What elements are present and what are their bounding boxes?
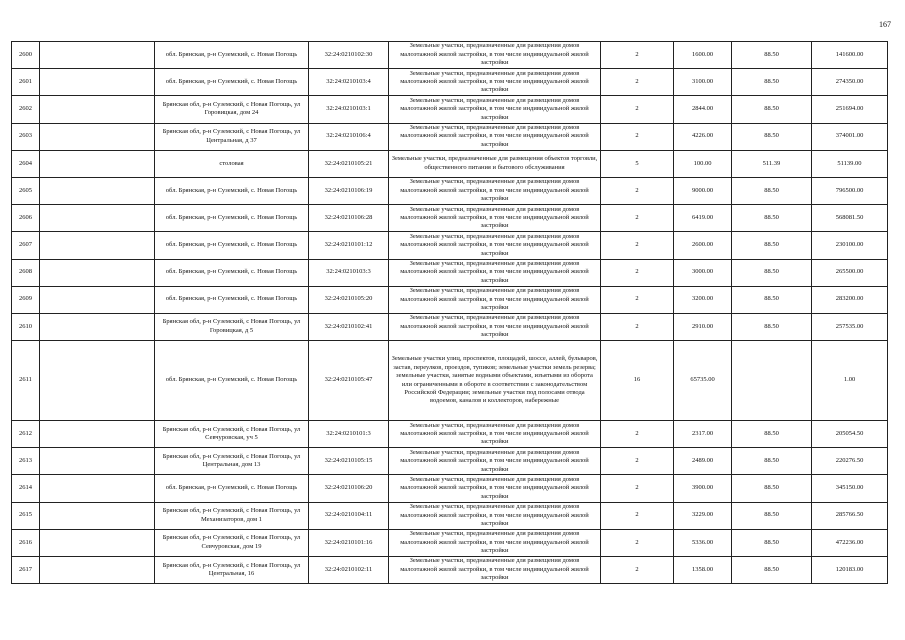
cadastral-number-cell: 32:24:0210106:19	[309, 177, 389, 204]
table-row	[12, 529, 888, 556]
cadastral-number-cell: 32:24:0210102:11	[309, 557, 389, 584]
blank-cell	[40, 502, 155, 529]
land-use-purpose-cell: Земельные участки, предназначенные для размещения домов малоэтажной жилой застройки, в том числе индивидуальной жилой застройки	[389, 557, 601, 584]
specific-value-cell: 88.50	[732, 313, 812, 340]
use-group-cell: 2	[601, 557, 674, 584]
use-group-cell: 2	[601, 96, 674, 123]
cadastral-number-cell: 32:24:0210102:41	[309, 313, 389, 340]
address-cell: обл. Брянская, р-н Суземский, с. Новая Погощь	[155, 259, 309, 286]
land-use-purpose-cell: Земельные участки, предназначенные для размещения домов малоэтажной жилой застройки, в том числе индивидуальной жилой застройки	[389, 286, 601, 313]
row-number-cell: 2612	[12, 421, 40, 448]
cadastral-number-cell: 32:24:0210101:16	[309, 529, 389, 556]
address-cell: Брянская обл, р-н Суземский, с Новая Погощь, ул Горовицкая, дом 24	[155, 96, 309, 123]
row-number-cell: 2608	[12, 259, 40, 286]
cadastral-value-cell: 141600.00	[812, 42, 888, 69]
row-number-cell: 2615	[12, 502, 40, 529]
use-group-cell: 16	[601, 341, 674, 421]
table-row	[12, 313, 888, 340]
specific-value-cell: 88.50	[732, 69, 812, 96]
specific-value-cell: 88.50	[732, 475, 812, 502]
land-use-purpose-cell: Земельные участки, предназначенные для размещения домов малоэтажной жилой застройки, в том числе индивидуальной жилой застройки	[389, 232, 601, 259]
cadastral-number-cell: 32:24:0210105:15	[309, 448, 389, 475]
specific-value-cell: 88.50	[732, 529, 812, 556]
area-cell: 3900.00	[674, 475, 732, 502]
cadastral-number-cell: 32:24:0210103:3	[309, 259, 389, 286]
row-number-cell: 2602	[12, 96, 40, 123]
specific-value-cell: 88.50	[732, 259, 812, 286]
table-row	[12, 205, 888, 232]
address-cell: Брянская обл, р-н Суземский, с Новая Погощь, ул Механизаторов, дом 1	[155, 502, 309, 529]
use-group-cell: 2	[601, 177, 674, 204]
area-cell: 5336.00	[674, 529, 732, 556]
blank-cell	[40, 42, 155, 69]
cadastral-value-cell: 265500.00	[812, 259, 888, 286]
address-cell: обл. Брянская, р-н Суземский, с. Новая Погощь	[155, 475, 309, 502]
blank-cell	[40, 205, 155, 232]
specific-value-cell: 88.50	[732, 205, 812, 232]
cadastral-value-cell: 220276.50	[812, 448, 888, 475]
cadastral-number-cell: 32:24:0210105:20	[309, 286, 389, 313]
use-group-cell: 2	[601, 205, 674, 232]
cadastral-number-cell: 32:24:0210103:4	[309, 69, 389, 96]
address-cell: Брянская обл, р-н Суземский, с Новая Погощь, ул Горовицкая, д 5	[155, 313, 309, 340]
land-use-purpose-cell: Земельные участки, предназначенные для размещения домов малоэтажной жилой застройки, в том числе индивидуальной жилой застройки	[389, 42, 601, 69]
blank-cell	[40, 448, 155, 475]
area-cell: 100.00	[674, 150, 732, 177]
land-use-purpose-cell: Земельные участки улиц, проспектов, площадей, шоссе, аллей, бульваров, застав, переулков, проездов, тупиков; земельные участки земель резерва; земельные участки, занятые водными объектами, изъятыми из оборота или ограниченными в обороте в соответствии с законодательством Российской Федерации; земельные участки под полосами отвода водоемов, каналов и коллекторов, набережные	[389, 341, 601, 421]
specific-value-cell: 88.50	[732, 42, 812, 69]
use-group-cell: 2	[601, 475, 674, 502]
use-group-cell: 2	[601, 69, 674, 96]
blank-cell	[40, 286, 155, 313]
table-row	[12, 177, 888, 204]
cadastral-value-cell: 230100.00	[812, 232, 888, 259]
land-use-purpose-cell: Земельные участки, предназначенные для размещения домов малоэтажной жилой застройки, в том числе индивидуальной жилой застройки	[389, 259, 601, 286]
blank-cell	[40, 69, 155, 96]
specific-value-cell: 88.50	[732, 123, 812, 150]
use-group-cell: 2	[601, 421, 674, 448]
specific-value-cell: 88.50	[732, 557, 812, 584]
land-use-purpose-cell: Земельные участки, предназначенные для размещения домов малоэтажной жилой застройки, в том числе индивидуальной жилой застройки	[389, 205, 601, 232]
address-cell: обл. Брянская, р-н Суземский, с. Новая Погощь	[155, 69, 309, 96]
address-cell: Брянская обл, р-н Суземский, с Новая Погощь, ул Севчуровская, уч 5	[155, 421, 309, 448]
cadastral-number-cell: 32:24:0210101:3	[309, 421, 389, 448]
table-body	[12, 42, 888, 584]
row-number-cell: 2604	[12, 150, 40, 177]
use-group-cell: 2	[601, 286, 674, 313]
address-cell: обл. Брянская, р-н Суземский, с. Новая Погощь	[155, 232, 309, 259]
cadastral-number-cell: 32:24:0210104:11	[309, 502, 389, 529]
use-group-cell: 5	[601, 150, 674, 177]
specific-value-cell	[732, 341, 812, 421]
cadastral-number-cell: 32:24:0210102:30	[309, 42, 389, 69]
table-row	[12, 421, 888, 448]
area-cell: 2844.00	[674, 96, 732, 123]
address-cell: обл. Брянская, р-н Суземский, с. Новая Погощь	[155, 205, 309, 232]
row-number-cell: 2617	[12, 557, 40, 584]
address-cell: обл. Брянская, р-н Суземский, с. Новая Погощь	[155, 341, 309, 421]
area-cell: 1600.00	[674, 42, 732, 69]
table-row	[12, 475, 888, 502]
cadastral-value-cell: 285766.50	[812, 502, 888, 529]
specific-value-cell: 88.50	[732, 502, 812, 529]
cadastral-number-cell: 32:24:0210106:28	[309, 205, 389, 232]
cadastral-value-cell: 472236.00	[812, 529, 888, 556]
cadastral-value-cell: 1.00	[812, 341, 888, 421]
specific-value-cell: 88.50	[732, 286, 812, 313]
area-cell: 4226.00	[674, 123, 732, 150]
row-number-cell: 2601	[12, 69, 40, 96]
use-group-cell: 2	[601, 123, 674, 150]
specific-value-cell: 511.39	[732, 150, 812, 177]
address-cell: Брянская обл, р-н Суземский, с Новая Погощь, ул Центральная, дом 13	[155, 448, 309, 475]
use-group-cell: 2	[601, 259, 674, 286]
cadastral-number-cell: 32:24:0210101:12	[309, 232, 389, 259]
land-use-purpose-cell: Земельные участки, предназначенные для размещения домов малоэтажной жилой застройки, в том числе индивидуальной жилой застройки	[389, 313, 601, 340]
area-cell: 1358.00	[674, 557, 732, 584]
table-row	[12, 259, 888, 286]
blank-cell	[40, 150, 155, 177]
cadastral-number-cell: 32:24:0210103:1	[309, 96, 389, 123]
use-group-cell: 2	[601, 232, 674, 259]
row-number-cell: 2611	[12, 341, 40, 421]
specific-value-cell: 88.50	[732, 232, 812, 259]
land-use-purpose-cell: Земельные участки, предназначенные для размещения домов малоэтажной жилой застройки, в том числе индивидуальной жилой застройки	[389, 123, 601, 150]
blank-cell	[40, 341, 155, 421]
cadastral-value-cell: 51139.00	[812, 150, 888, 177]
land-use-purpose-cell: Земельные участки, предназначенные для размещения домов малоэтажной жилой застройки, в том числе индивидуальной жилой застройки	[389, 529, 601, 556]
address-cell: столовая	[155, 150, 309, 177]
land-use-purpose-cell: Земельные участки, предназначенные для размещения домов малоэтажной жилой застройки, в том числе индивидуальной жилой застройки	[389, 448, 601, 475]
use-group-cell: 2	[601, 448, 674, 475]
cadastral-value-cell: 257535.00	[812, 313, 888, 340]
land-use-purpose-cell: Земельные участки, предназначенные для размещения домов малоэтажной жилой застройки, в том числе индивидуальной жилой застройки	[389, 69, 601, 96]
row-number-cell: 2600	[12, 42, 40, 69]
row-number-cell: 2616	[12, 529, 40, 556]
cadastral-number-cell: 32:24:0210105:21	[309, 150, 389, 177]
row-number-cell: 2607	[12, 232, 40, 259]
area-cell: 6419.00	[674, 205, 732, 232]
cadastral-value-cell: 251694.00	[812, 96, 888, 123]
area-cell: 2910.00	[674, 313, 732, 340]
table-row	[12, 502, 888, 529]
area-cell: 3200.00	[674, 286, 732, 313]
blank-cell	[40, 475, 155, 502]
area-cell: 3229.00	[674, 502, 732, 529]
land-use-purpose-cell: Земельные участки, предназначенные для размещения объектов торговли, общественного питания и бытового обслуживания	[389, 150, 601, 177]
address-cell: обл. Брянская, р-н Суземский, с. Новая Погощь	[155, 42, 309, 69]
address-cell: обл. Брянская, р-н Суземский, с. Новая Погощь	[155, 177, 309, 204]
table-row	[12, 557, 888, 584]
table-row	[12, 123, 888, 150]
cadastral-value-cell: 274350.00	[812, 69, 888, 96]
land-use-purpose-cell: Земельные участки, предназначенные для размещения домов малоэтажной жилой застройки, в том числе индивидуальной жилой застройки	[389, 502, 601, 529]
cadastral-number-cell: 32:24:0210106:20	[309, 475, 389, 502]
table-row	[12, 232, 888, 259]
use-group-cell: 2	[601, 529, 674, 556]
area-cell: 2600.00	[674, 232, 732, 259]
blank-cell	[40, 259, 155, 286]
specific-value-cell: 88.50	[732, 448, 812, 475]
table-row	[12, 341, 888, 421]
address-cell: обл. Брянская, р-н Суземский, с. Новая Погощь	[155, 286, 309, 313]
land-use-purpose-cell: Земельные участки, предназначенные для размещения домов малоэтажной жилой застройки, в том числе индивидуальной жилой застройки	[389, 177, 601, 204]
table-row	[12, 448, 888, 475]
land-registry-table	[11, 41, 888, 584]
specific-value-cell: 88.50	[732, 421, 812, 448]
area-cell: 2489.00	[674, 448, 732, 475]
land-use-purpose-cell: Земельные участки, предназначенные для размещения домов малоэтажной жилой застройки, в том числе индивидуальной жилой застройки	[389, 96, 601, 123]
cadastral-number-cell: 32:24:0210105:47	[309, 341, 389, 421]
use-group-cell: 2	[601, 313, 674, 340]
cadastral-value-cell: 283200.00	[812, 286, 888, 313]
blank-cell	[40, 421, 155, 448]
table-row	[12, 69, 888, 96]
row-number-cell: 2605	[12, 177, 40, 204]
row-number-cell: 2603	[12, 123, 40, 150]
use-group-cell: 2	[601, 42, 674, 69]
area-cell: 9000.00	[674, 177, 732, 204]
row-number-cell: 2609	[12, 286, 40, 313]
address-cell: Брянская обл, р-н Суземский, с Новая Погощь, ул Севчуровская, дом 19	[155, 529, 309, 556]
area-cell: 65735.00	[674, 341, 732, 421]
table-row	[12, 42, 888, 69]
cadastral-value-cell: 796500.00	[812, 177, 888, 204]
cadastral-number-cell: 32:24:0210106:4	[309, 123, 389, 150]
row-number-cell: 2610	[12, 313, 40, 340]
blank-cell	[40, 313, 155, 340]
row-number-cell: 2606	[12, 205, 40, 232]
address-cell: Брянская обл, р-н Суземский, с Новая Погощь, ул Центральная, д 37	[155, 123, 309, 150]
row-number-cell: 2614	[12, 475, 40, 502]
cadastral-value-cell: 568081.50	[812, 205, 888, 232]
cadastral-value-cell: 205054.50	[812, 421, 888, 448]
table-row	[12, 150, 888, 177]
area-cell: 3100.00	[674, 69, 732, 96]
table-row	[12, 286, 888, 313]
blank-cell	[40, 96, 155, 123]
use-group-cell: 2	[601, 502, 674, 529]
land-use-purpose-cell: Земельные участки, предназначенные для размещения домов малоэтажной жилой застройки, в том числе индивидуальной жилой застройки	[389, 475, 601, 502]
land-use-purpose-cell: Земельные участки, предназначенные для размещения домов малоэтажной жилой застройки, в том числе индивидуальной жилой застройки	[389, 421, 601, 448]
specific-value-cell: 88.50	[732, 96, 812, 123]
cadastral-value-cell: 120183.00	[812, 557, 888, 584]
area-cell: 2317.00	[674, 421, 732, 448]
blank-cell	[40, 232, 155, 259]
page-number: 167	[879, 20, 891, 29]
row-number-cell: 2613	[12, 448, 40, 475]
blank-cell	[40, 529, 155, 556]
blank-cell	[40, 177, 155, 204]
cadastral-value-cell: 374001.00	[812, 123, 888, 150]
area-cell: 3000.00	[674, 259, 732, 286]
specific-value-cell: 88.50	[732, 177, 812, 204]
blank-cell	[40, 123, 155, 150]
address-cell: Брянская обл, р-н Суземский, с Новая Погощь, ул Центральная, 16	[155, 557, 309, 584]
table-row	[12, 96, 888, 123]
blank-cell	[40, 557, 155, 584]
cadastral-value-cell: 345150.00	[812, 475, 888, 502]
